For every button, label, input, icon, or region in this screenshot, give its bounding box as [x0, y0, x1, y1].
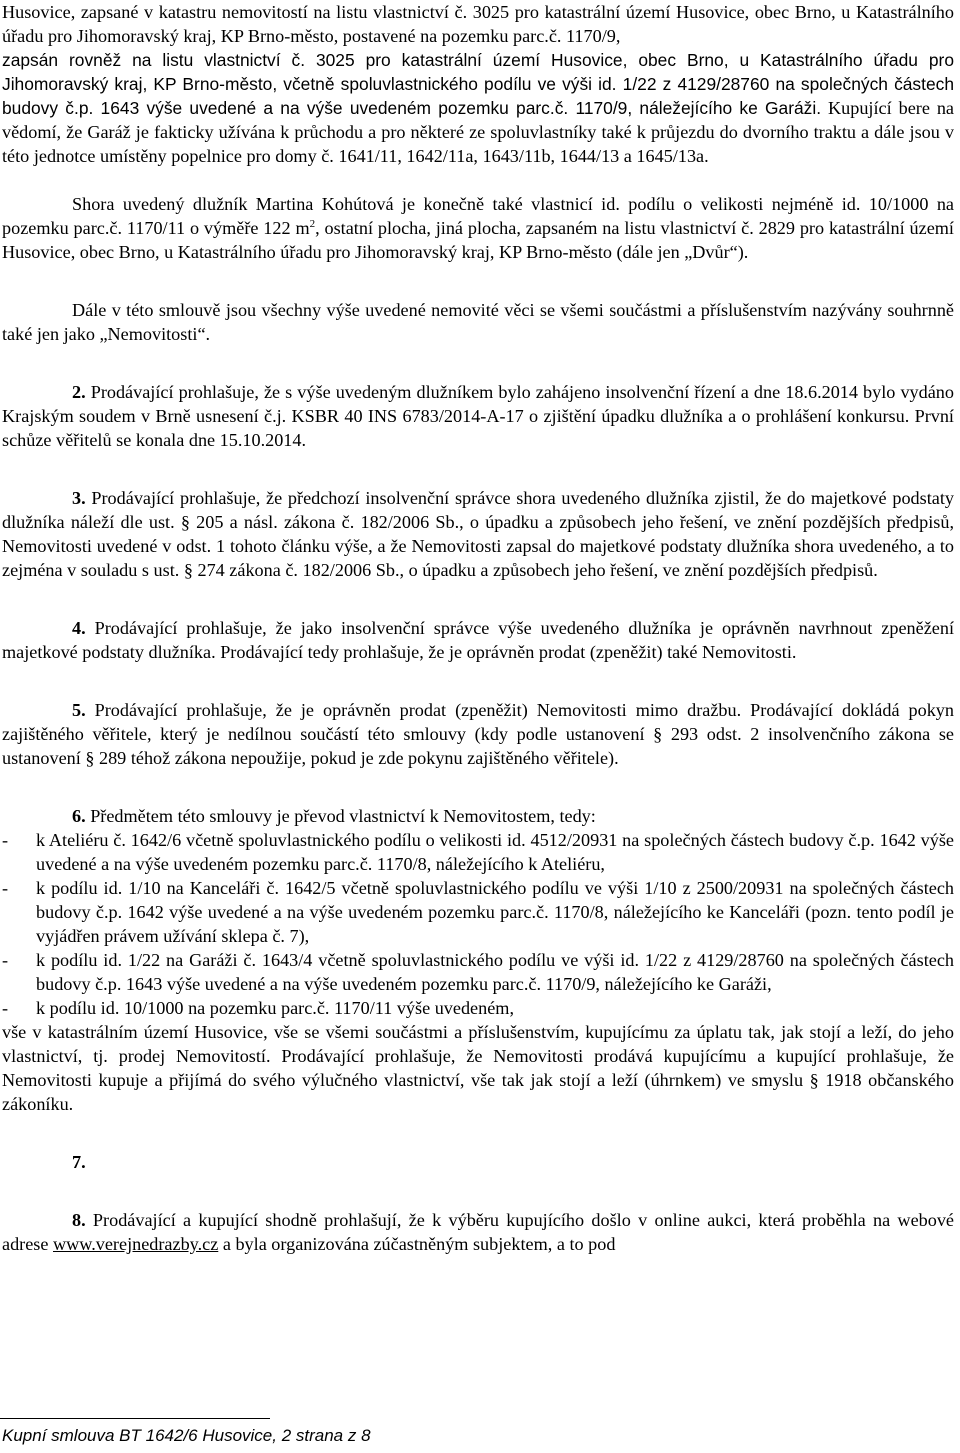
section-number: 8.	[72, 1210, 86, 1230]
list-item	[2, 996, 954, 1020]
section-number: 4.	[72, 618, 86, 638]
section-text: a byla organizována zúčastněným subjektem, a to pod	[218, 1234, 616, 1254]
section-text: Prodávající prohlašuje, že předchozí insolvenční správce shora uvedeného dlužníka zjistil, že do majetkové podstaty dlužníka náleží dle ust. § 205 a násl. zákona č. 182/2006 Sb., o úpadku a způsobech jeho řešení, ve znění pozdějších předpisů, Nemovitosti uvedené v odst. 1 tohoto článku výše, a že Nemovitosti zapsal do majetkové podstaty dlužníka shora uvedeného, a to zejména v souladu s ust. § 274 zákona č. 182/2006 Sb., o úpadku a způsobech jeho řešení, ve znění pozdějších předpisů.	[2, 488, 954, 580]
list-dash: -	[2, 878, 9, 898]
section-4	[2, 606, 954, 664]
section-text: Předmětem této smlouvy je převod vlastnictví k Nemovitostem, tedy:	[85, 806, 596, 826]
section-number: 7.	[72, 1152, 86, 1172]
list-item-text: k podílu id. 10/1000 na pozemku parc.č. 1170/11 výše uvedeném,	[36, 998, 514, 1018]
paragraph-property-garage	[2, 0, 954, 168]
paragraph-definition: Dále v této smlouvě jsou všechny výše uvedené nemovité věci se všemi součástmi a příslušenstvím nazývány souhrnně také jen jako „Nemovitosti“.	[2, 300, 954, 344]
section-3	[2, 476, 954, 582]
section-text: Prodávající prohlašuje, že jako insolvenční správce výše uvedeného dlužníka je oprávněn navrhnout zpeněžení majetkové podstaty dlužníka. Prodávající tedy prohlašuje, že je oprávněn prodat (zpeněžit) také Nemovitosti.	[2, 618, 954, 662]
paragraph-text: zapsán rovněž na listu vlastnictví č. 3025 pro katastrální území Husovice, obec Brno, u Katastrálního úřadu pro Jihomoravský kraj, KP Brno-město, včetně spoluvlastnického podílu ve výši id. 1/22 z 4129/28760 na společných částech budovy č.p. 1643 výše uvedené a na výše uvedeném pozemku parc.č. 1170/9, náležejícího ke Garáži.	[2, 50, 954, 118]
paragraph-text: , ostatní plocha, jiná plocha, zapsaném na listu vlastnictví č. 2829 pro katastrální území Husovice, obec Brno, u Katastrálního úřadu pro Jihomoravský kraj, KP Brno-město (dále jen „Dvůr“).	[2, 218, 954, 262]
section-text: Prodávající prohlašuje, že s výše uvedeným dlužníkem bylo zahájeno insolvenční řízení a dne 18.6.2014 bylo vydáno Krajským soudem v Brně usnesení č.j. KSBR 40 INS 6783/2014-A-17 o zjištění úpadku dlužníka a o prohlášení konkursu. První schůze věřitelů se konala dne 15.10.2014.	[2, 382, 954, 450]
section-number: 5.	[72, 700, 86, 720]
section-number: 6.	[72, 806, 86, 826]
list-dash: -	[2, 998, 9, 1018]
list-dash: -	[2, 830, 9, 850]
auction-website-link[interactable]: www.verejnedrazby.cz	[53, 1234, 219, 1254]
section-5	[2, 688, 954, 770]
section-text: Prodávající prohlašuje, že je oprávněn prodat (zpeněžit) Nemovitosti mimo dražbu. Prodávající dokládá pokyn zajištěného věřitele, který je nedílnou součástí této smlouvy (kdy podle ustanovení § 293 odst. 2 insolvenčního zákona se ustanovení § 289 téhož zákona nepoužije, pokud je zde pokynu zajištěného věřitele).	[2, 700, 954, 768]
paragraph-text: Husovice, zapsané v katastru nemovitostí na listu vlastnictví č. 3025 pro katastrální území Husovice, obec Brno, u Katastrálního úřadu pro Jihomoravský kraj, KP Brno-město, postavené na pozemku parc.č. 1170/9,	[2, 2, 954, 46]
list-item	[2, 948, 954, 996]
section-text: Prodávající a kupující shodně prohlašují, že k výběru kupujícího došlo v online aukci, která proběhla na webové adrese	[2, 1210, 954, 1254]
paragraph-text: Shora uvedený dlužník Martina Kohútová je konečně také vlastnicí id. podílu o velikosti nejméně id. 10/1000 na pozemku parc.č. 1170/11 o výměře 122 m	[2, 194, 954, 238]
list-item-text: k podílu id. 1/22 na Garáži č. 1643/4 včetně spoluvlastnického podílu ve výši id. 1/22 z 4129/28760 na společných částech budovy č.p. 1643 výše uvedené a na výše uvedeném pozemku parc.č. 1170/9, náležejícího ke Garáži,	[36, 950, 954, 994]
section-6	[2, 794, 954, 828]
list-dash: -	[2, 950, 9, 970]
superscript: 2	[309, 217, 316, 230]
list-item	[2, 828, 954, 876]
paragraph-courtyard	[2, 192, 954, 264]
paragraph-text: Kupující bere na vědomí, že Garáž je fakticky užívána k průchodu a pro některé ze spoluvlastníky také k průjezdu do dvorního traktu a dále jsou v této jednotce umístěny popelnice pro domy č. 1641/11, 1642/11a, 1643/11b, 1644/13 a 1645/13a.	[2, 98, 954, 166]
footer-divider	[0, 1418, 270, 1419]
page-footer: Kupní smlouva BT 1642/6 Husovice, 2 strana z 8	[2, 1426, 371, 1445]
paragraph-transfer: vše v katastrálním území Husovice, vše se všemi součástmi a příslušenstvím, kupujícímu za úplatu tak, jak stojí a leží, do jeho vlastnictví, tj. prodej Nemovitostí. Prodávající prohlašuje, že Nemovitosti prodává kupujícímu a kupující prohlašuje, že Nemovitosti kupuje a přijímá do svého výlučného vlastnictví, vše tak jak stojí a leží (úhrnkem) ve smyslu § 1918 občanského zákoníku.	[2, 1022, 954, 1114]
section-7	[2, 1140, 954, 1174]
section-8	[2, 1198, 954, 1256]
list-item	[2, 876, 954, 948]
list-item-text: k Ateliéru č. 1642/6 včetně spoluvlastnického podílu o velikosti id. 4512/20931 na společných částech budovy č.p. 1642 výše uvedené a na výše uvedeném pozemku parc.č. 1170/8, náležejícího k Ateliéru,	[36, 830, 954, 874]
list-item-text: k podílu id. 1/10 na Kanceláři č. 1642/5 včetně spoluvlastnického podílu ve výši 1/10 z 2500/20931 na společných částech budovy č.p. 1642 výše uvedené a na výše uvedeném pozemku parc.č. 1170/8, náležejícího ke Kanceláři (pozn. tento podíl je vyjádřen právem užívání sklepa č. 7),	[36, 878, 954, 946]
section-number: 3.	[72, 488, 86, 508]
section-number: 2.	[72, 382, 86, 402]
section-2	[2, 370, 954, 452]
